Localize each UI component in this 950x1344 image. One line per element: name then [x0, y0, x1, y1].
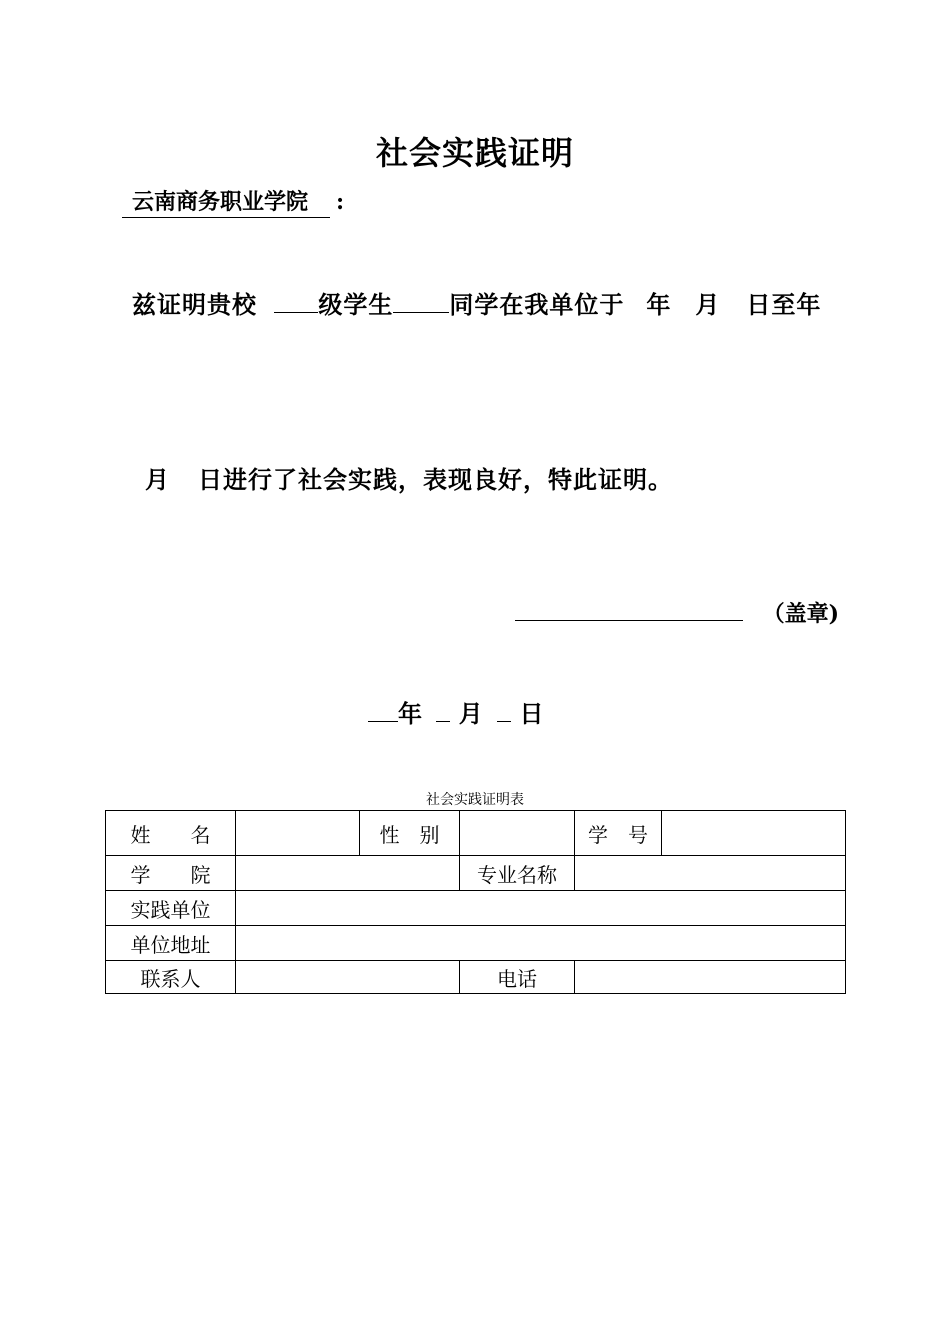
signing-date: [368, 694, 543, 729]
addressee-colon: :: [336, 189, 345, 215]
table-row: [106, 811, 846, 856]
table-row: [106, 891, 846, 926]
date-day-label: 日: [519, 699, 544, 728]
unit-address-field[interactable]: [236, 926, 846, 961]
certify-text: 兹证明贵校: [132, 290, 257, 319]
start-year-label: 年: [646, 290, 672, 319]
date-day-blank: [497, 720, 511, 722]
certificate-closing-text: 日进行了社会实践，表现良好，特此证明。: [198, 465, 673, 494]
addressee: [122, 189, 344, 218]
date-month-blank: [436, 720, 450, 722]
college-field[interactable]: [236, 856, 460, 891]
table-row: [106, 926, 846, 961]
student-id-label: 学 号: [575, 811, 662, 856]
document-title: 社会实践证明: [375, 134, 574, 172]
date-year-label: 年: [398, 699, 422, 728]
major-field[interactable]: [575, 856, 846, 891]
major-label: 专业名称: [460, 856, 575, 891]
practice-form-table: [105, 810, 846, 994]
start-month-label: 月: [695, 290, 721, 319]
student-name-blank: [393, 311, 449, 313]
date-year-blank: [368, 720, 398, 722]
certificate-line-1: [132, 285, 821, 320]
contact-field[interactable]: [236, 961, 460, 994]
practice-at-text: 同学在我单位于: [449, 290, 625, 319]
table-row: [106, 856, 846, 891]
gender-label: 性 别: [360, 811, 460, 856]
practice-unit-field[interactable]: [236, 891, 846, 926]
name-field[interactable]: [236, 811, 360, 856]
contact-label: 联系人: [106, 961, 236, 994]
phone-label: 电话: [460, 961, 575, 994]
phone-field[interactable]: [575, 961, 846, 994]
grade-blank: [274, 311, 318, 313]
table-row: [106, 961, 846, 994]
name-label: 姓 名: [106, 811, 236, 856]
certificate-line-2: [145, 460, 673, 495]
grade-text: 级学生: [318, 290, 394, 319]
end-month-label: 月: [145, 465, 170, 494]
stamp-blank: [515, 619, 743, 621]
table-caption: 社会实践证明表: [426, 792, 524, 808]
stamp-area: [515, 597, 839, 628]
unit-address-label: 单位地址: [106, 926, 236, 961]
gender-field[interactable]: [460, 811, 575, 856]
college-label: 学 院: [106, 856, 236, 891]
practice-unit-label: 实践单位: [106, 891, 236, 926]
start-day-to-year-label: 日至年: [746, 290, 822, 319]
school-name: 云南商务职业学院: [122, 189, 330, 218]
student-id-field[interactable]: [662, 811, 846, 856]
date-month-label: 月: [458, 699, 483, 728]
stamp-label: （盖章): [762, 601, 840, 627]
